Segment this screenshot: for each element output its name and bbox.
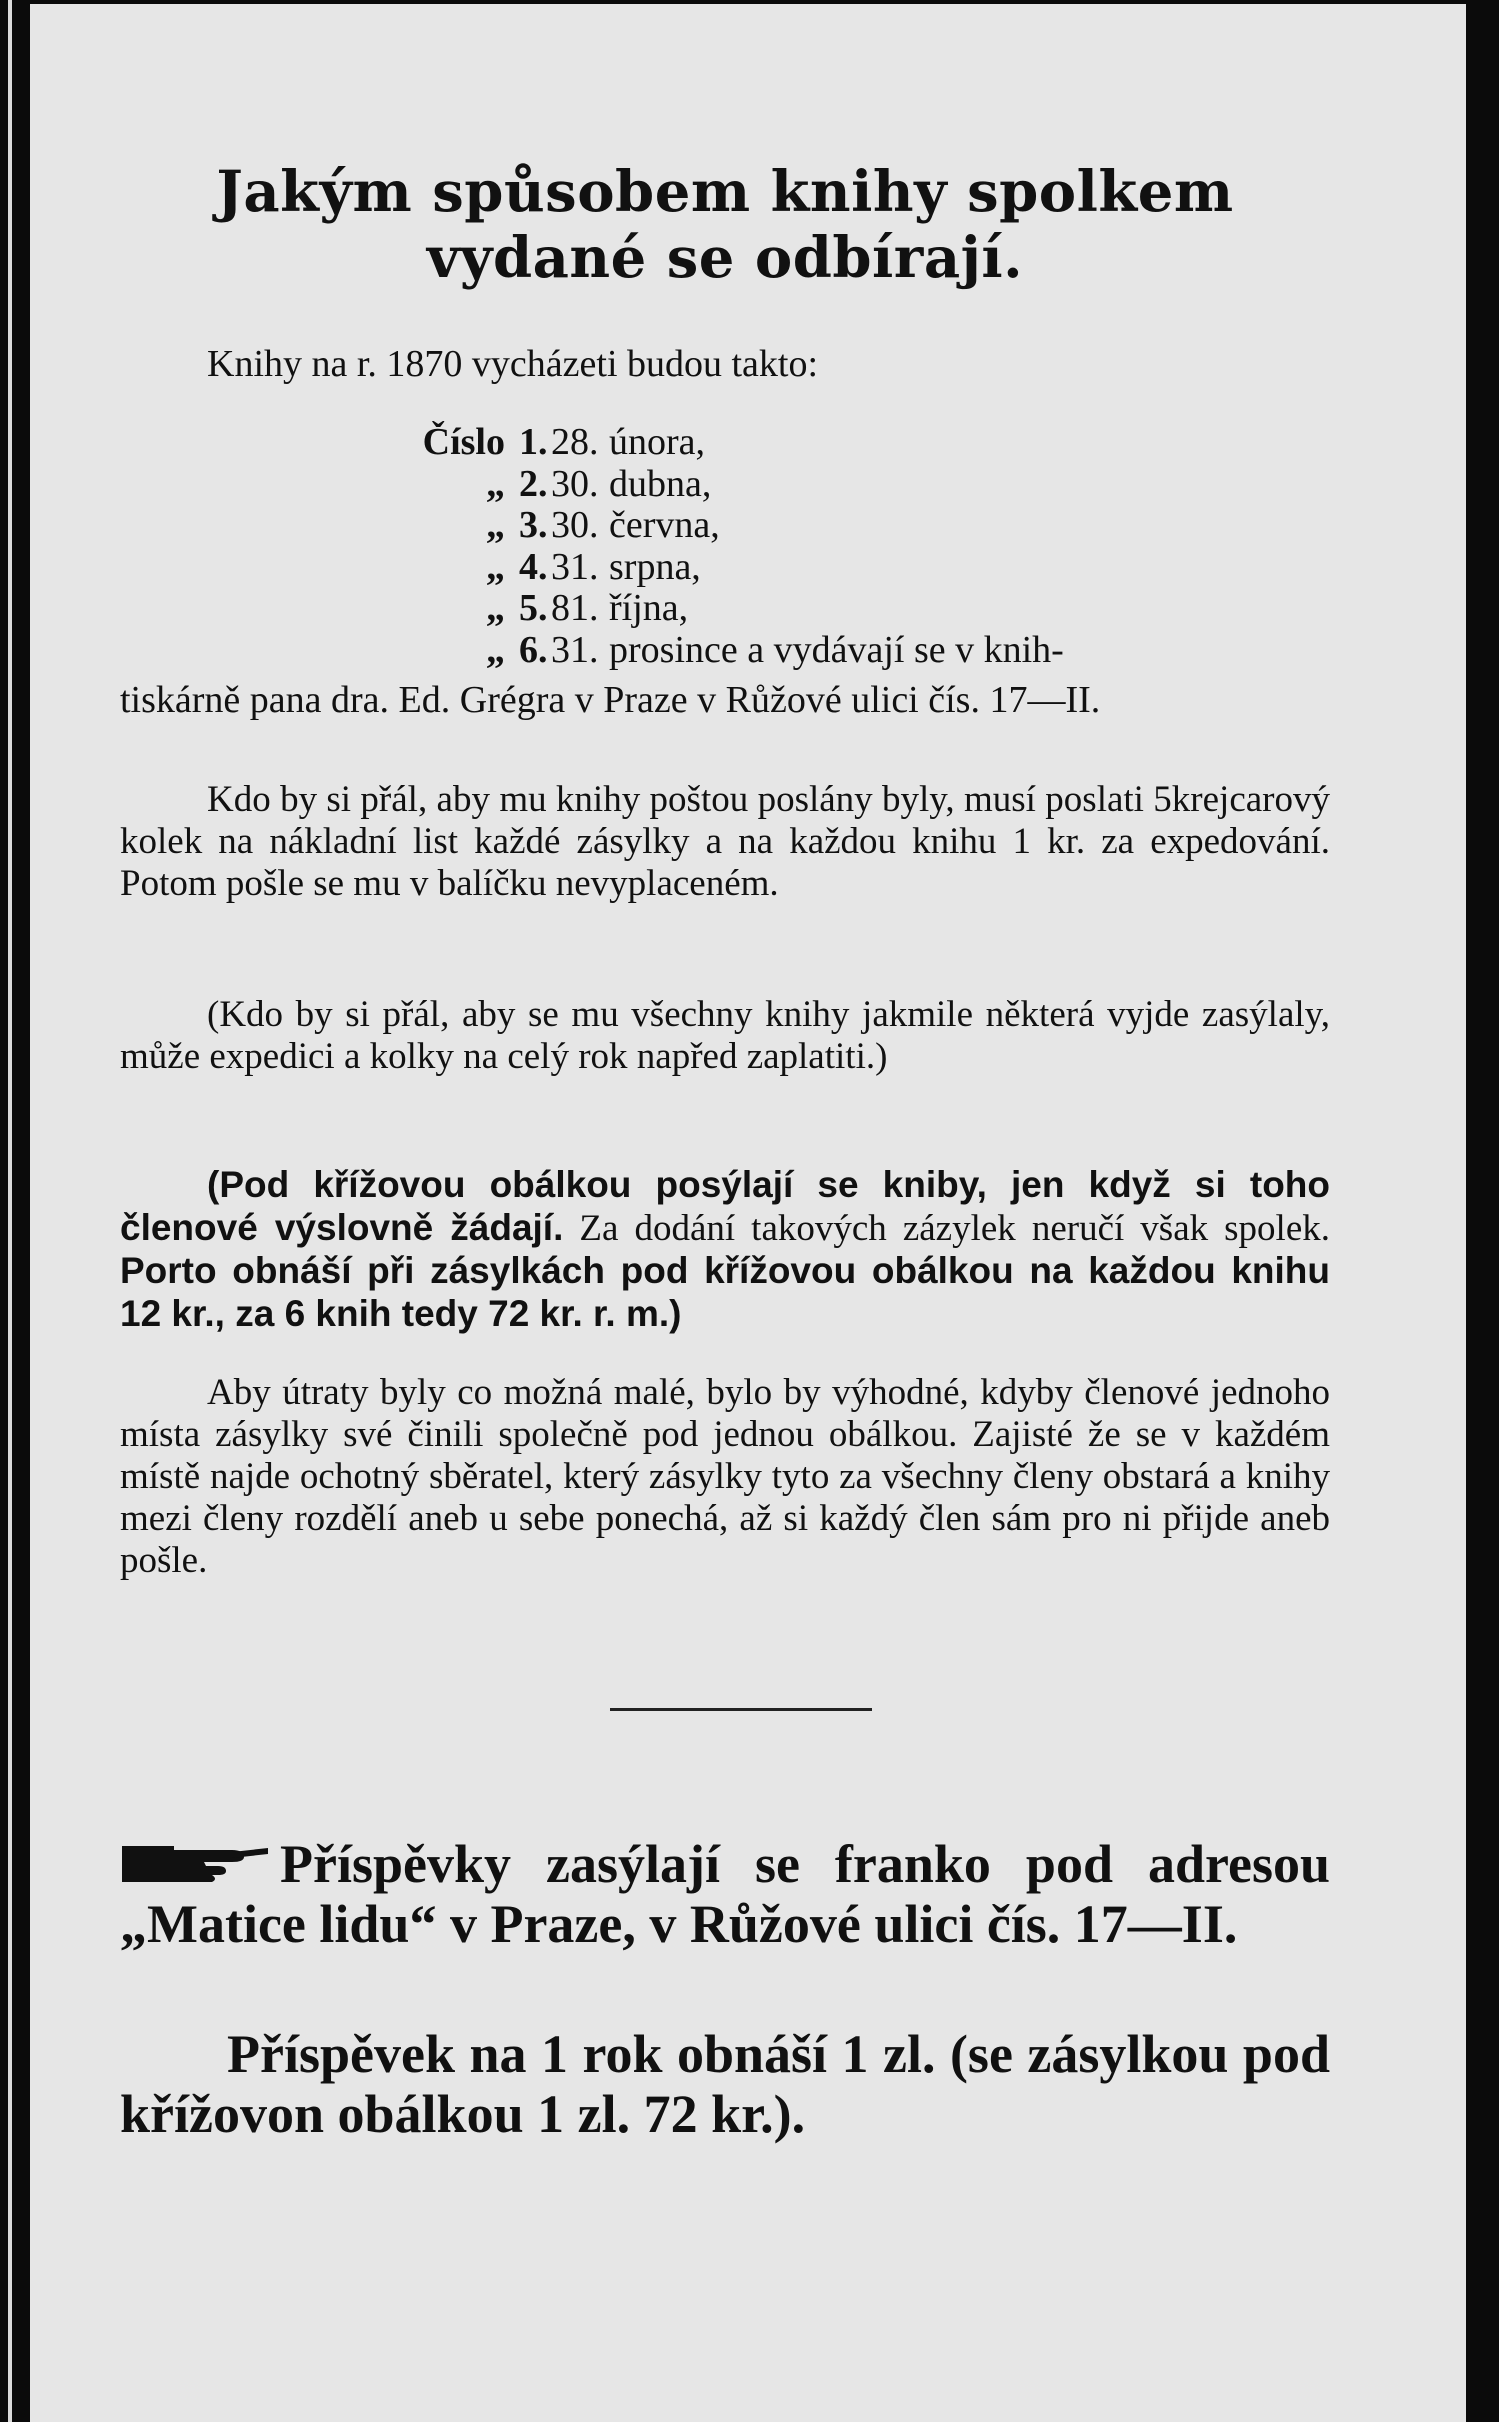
schedule-day: 30.	[551, 504, 599, 546]
schedule-number: 2.	[519, 462, 548, 505]
left-edge-rule	[8, 0, 12, 2422]
schedule-number: 4.	[519, 545, 548, 588]
schedule-continuation: tiskárně pana dra. Ed. Grégra v Praze v Růžové ulici čís. 17—II.	[120, 679, 1101, 721]
schedule-prefix: Číslo	[422, 421, 505, 463]
schedule-date: dubna,	[609, 462, 712, 505]
schedule-day: 81.	[551, 587, 599, 629]
schedule-row	[405, 422, 1064, 464]
schedule-prefix: „	[486, 462, 505, 505]
paragraph-cover	[120, 1164, 1330, 1336]
schedule-list	[405, 422, 1064, 671]
notice-address	[120, 1834, 1330, 1954]
schedule-day: 28.	[551, 421, 599, 463]
schedule-row	[405, 588, 1064, 630]
schedule-date: prosince a vydávají se v knih-	[609, 628, 1064, 671]
paragraph-post: Kdo by si přál, aby mu knihy poštou poslány byly, musí poslati 5krejcarový kolek na nákladní list každé zásylky a na každou knihu 1 kr. za expedování. Potom pošle se mu v balíčku nevyplaceném.	[120, 779, 1330, 904]
schedule-row	[405, 505, 1064, 547]
schedule-number: 1.	[519, 421, 548, 463]
schedule-date: června,	[609, 504, 720, 546]
schedule-prefix: „	[486, 545, 505, 588]
schedule-number: 6.	[519, 628, 548, 671]
schedule-day: 30.	[551, 462, 599, 505]
page-title: Jakým spůsobem knihy spolkem vydané se odbírají.	[216, 159, 1234, 291]
schedule-day: 31.	[551, 545, 599, 588]
paragraph-yearly: (Kdo by si přál, aby se mu všechny knihy jakmile některá vyjde zasýlaly, může expedici a kolky na celý rok napřed zaplatiti.)	[120, 994, 1330, 1077]
schedule-date: srpna,	[609, 545, 701, 588]
schedule-row	[405, 630, 1064, 672]
pointing-hand-icon	[120, 1840, 270, 1888]
schedule-row	[405, 464, 1064, 506]
cover-normal-text: Za dodání takových zázylek neručí však spolek.	[563, 1208, 1330, 1249]
schedule-number: 5.	[519, 587, 548, 629]
paragraph-costs: Aby útraty byly co možná malé, bylo by výhodné, kdyby členové jednoho místa zásylky své činili společně pod jednou obálkou. Zajisté že se v každém místě najde ochotný sběratel, který zásylky tyto za všechny členy obstará a knihy mezi členy rozdělí aneb u sebe ponechá, až si každý člen sám pro ni přijde aneb pošle.	[120, 1372, 1330, 1581]
schedule-date: února,	[609, 421, 706, 463]
schedule-prefix: „	[486, 628, 505, 671]
intro-line: Knihy na r. 1870 vycházeti budou takto:	[207, 343, 819, 385]
cover-bold-text: (Pod křížovou obálkou posýlají se kniby, jen když si toho členové výslovně žádají.	[120, 1164, 1330, 1248]
schedule-day: 31.	[551, 628, 599, 671]
schedule-prefix: „	[486, 587, 505, 629]
divider	[610, 1708, 872, 1711]
page	[30, 4, 1466, 2422]
cover-bold-text: Porto obnáší při zásylkách pod křížovou obálkou na každou knihu 12 kr., za 6 knih tedy 72 kr. r. m.)	[120, 1250, 1330, 1334]
schedule-number: 3.	[519, 504, 548, 546]
schedule-prefix: „	[486, 504, 505, 546]
notice-address-text: Příspěvky zasýlají se franko pod adresou „Matice lidu“ v Praze, v Růžové ulici čís. 17—II.	[120, 1834, 1330, 1954]
schedule-row	[405, 547, 1064, 589]
schedule-date: října,	[609, 587, 689, 629]
notice-fee: Příspěvek na 1 rok obnáší 1 zl. (se zásylkou pod křížovon obálkou 1 zl. 72 kr.).	[120, 2024, 1330, 2144]
